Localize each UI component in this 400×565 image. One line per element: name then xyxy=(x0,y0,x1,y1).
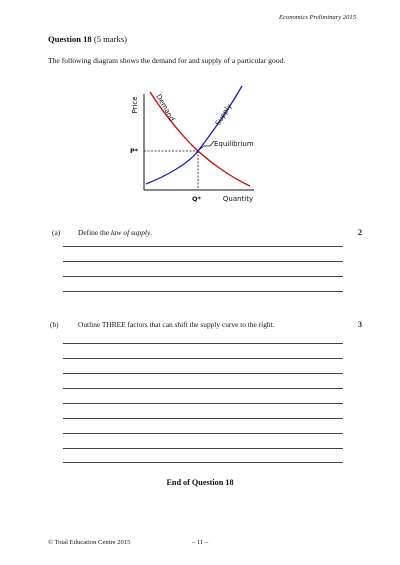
part-b-marks: 3 xyxy=(358,320,362,329)
part-a-suffix: . xyxy=(150,228,153,237)
supply-label: Supply xyxy=(213,102,234,128)
page-header: Economics Preliminary 2015 xyxy=(278,14,356,21)
answer-line[interactable] xyxy=(63,388,343,389)
demand-label: Demand xyxy=(154,93,177,123)
y-axis-label: Price xyxy=(131,96,139,114)
answer-line[interactable] xyxy=(63,403,343,404)
footer-copyright: © Total Education Centre 2015 xyxy=(48,539,131,546)
part-a-marks: 2 xyxy=(358,228,362,237)
question-title xyxy=(48,34,127,44)
answer-line[interactable] xyxy=(63,418,343,419)
question-intro: The following diagram shows the demand for and supply of a particular good. xyxy=(48,56,286,65)
q-star-label: Q* xyxy=(192,195,201,203)
part-a-term: law of supply xyxy=(110,228,151,237)
part-a-label: (a) xyxy=(52,228,61,237)
answer-line[interactable] xyxy=(63,462,343,463)
answer-line[interactable] xyxy=(63,448,343,449)
answer-line[interactable] xyxy=(63,358,343,359)
part-b-question: Outline THREE factors that can shift the supply curve to the right. xyxy=(78,320,275,329)
part-a-prefix: Define the xyxy=(78,228,111,237)
answer-line[interactable] xyxy=(63,291,343,292)
answer-line[interactable] xyxy=(63,276,343,277)
part-b-label: (b) xyxy=(50,320,59,329)
x-axis-label: Quantity xyxy=(222,195,254,203)
answer-line[interactable] xyxy=(63,246,343,247)
part-a-question xyxy=(78,228,152,237)
answer-line[interactable] xyxy=(63,261,343,262)
equilibrium-pointer xyxy=(199,141,214,150)
end-of-question: End of Question 18 xyxy=(166,478,234,487)
answer-line[interactable] xyxy=(63,433,343,434)
question-marks: (5 marks) xyxy=(93,34,128,44)
answer-line[interactable] xyxy=(63,373,343,374)
question-number: Question 18 xyxy=(48,34,92,44)
p-star-label: P* xyxy=(130,147,139,155)
answer-line[interactable] xyxy=(63,343,343,344)
equilibrium-label: Equilibrium xyxy=(214,140,254,148)
supply-demand-diagram xyxy=(118,80,268,210)
footer-page-number: – 11 – xyxy=(192,539,209,546)
